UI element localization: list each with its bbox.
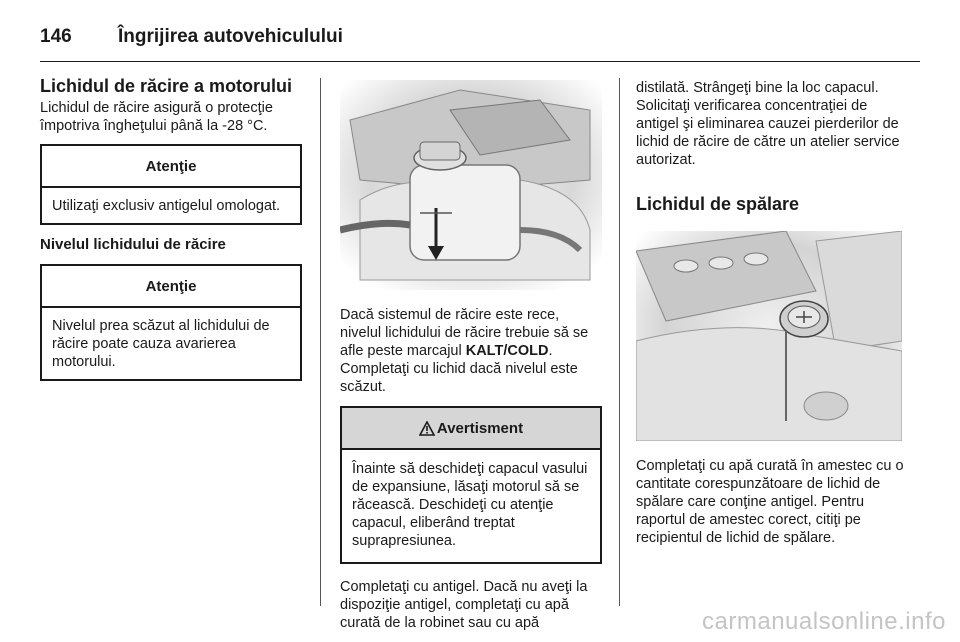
coolant-level-paragraph: Dacă sistemul de răcire este rece, nivelul lichidului de răcire trebuie să se afle peste marcajul KALT/COLD. Completaţi cu lichid dacă nivelul este scăzut. [340,307,589,395]
washer-fluid-paragraph: Completaţi cu apă curată în amestec cu o cantitate corespunzătoare de lichid de spălare care conţine antigel. Pentru raportul de amestec corect, citiţi pe recipientul de lichid de spălare. [636,458,904,546]
caution-box-level [40,264,302,381]
section-heading-washer: Lichidul de spălare [636,194,800,214]
caution-text: Nivelul prea scăzut al lichidului de răcire poate cauza avarierea motorului. [52,318,270,370]
caution-box-antifreeze [40,144,302,225]
column-divider-1 [320,78,321,606]
coolant-intro: Lichidul de răcire asigură o protecţie împotriva îngheţului până la -28 °C. [40,100,273,134]
watermark: carmanualsonline.info [702,608,946,635]
caution-title: Atenţie [42,146,300,188]
warning-text: Înainte să deschideţi capacul vasului de expansiune, lăsaţi motorul să se răcească. Deschideţi cu atenţie capacul, eliberând treptat suprapresiunea. [352,461,588,549]
coolant-continued-paragraph: distilată. Strângeţi bine la loc capacul. Solicitaţi verificarea concentraţiei de antigel şi eliminarea cauzei pierderilor de lichid de răcire de către un atelier service autorizat. [636,80,900,168]
warning-header [342,408,600,450]
column-left [40,75,302,381]
coolant-reservoir-illustration [340,80,602,290]
page-header [40,18,920,56]
warning-triangle-icon [419,421,435,436]
section-heading-coolant: Lichidul de răcire a motorului [40,76,293,96]
column-divider-2 [619,78,620,606]
column-middle [340,80,602,632]
cold-mark-keyword: KALT/COLD [465,343,549,359]
subheading-coolant-level: Nivelul lichidului de răcire [40,236,226,253]
antifreeze-fill-paragraph: Completaţi cu antigel. Dacă nu aveţi la dispoziţie antigel, completaţi cu apă curată de la robinet sau cu apă [340,579,588,631]
caution-text: Utilizaţi exclusiv antigelul omologat. [52,198,281,214]
caution-title: Atenţie [42,266,300,308]
warning-title: Avertisment [436,419,524,437]
chapter-title: Îngrijirea autovehiculului [118,26,343,47]
column-right [636,79,904,547]
washer-reservoir-illustration [636,231,902,441]
header-divider [40,61,920,62]
page-number: 146 [40,26,72,47]
warning-box [340,406,602,564]
